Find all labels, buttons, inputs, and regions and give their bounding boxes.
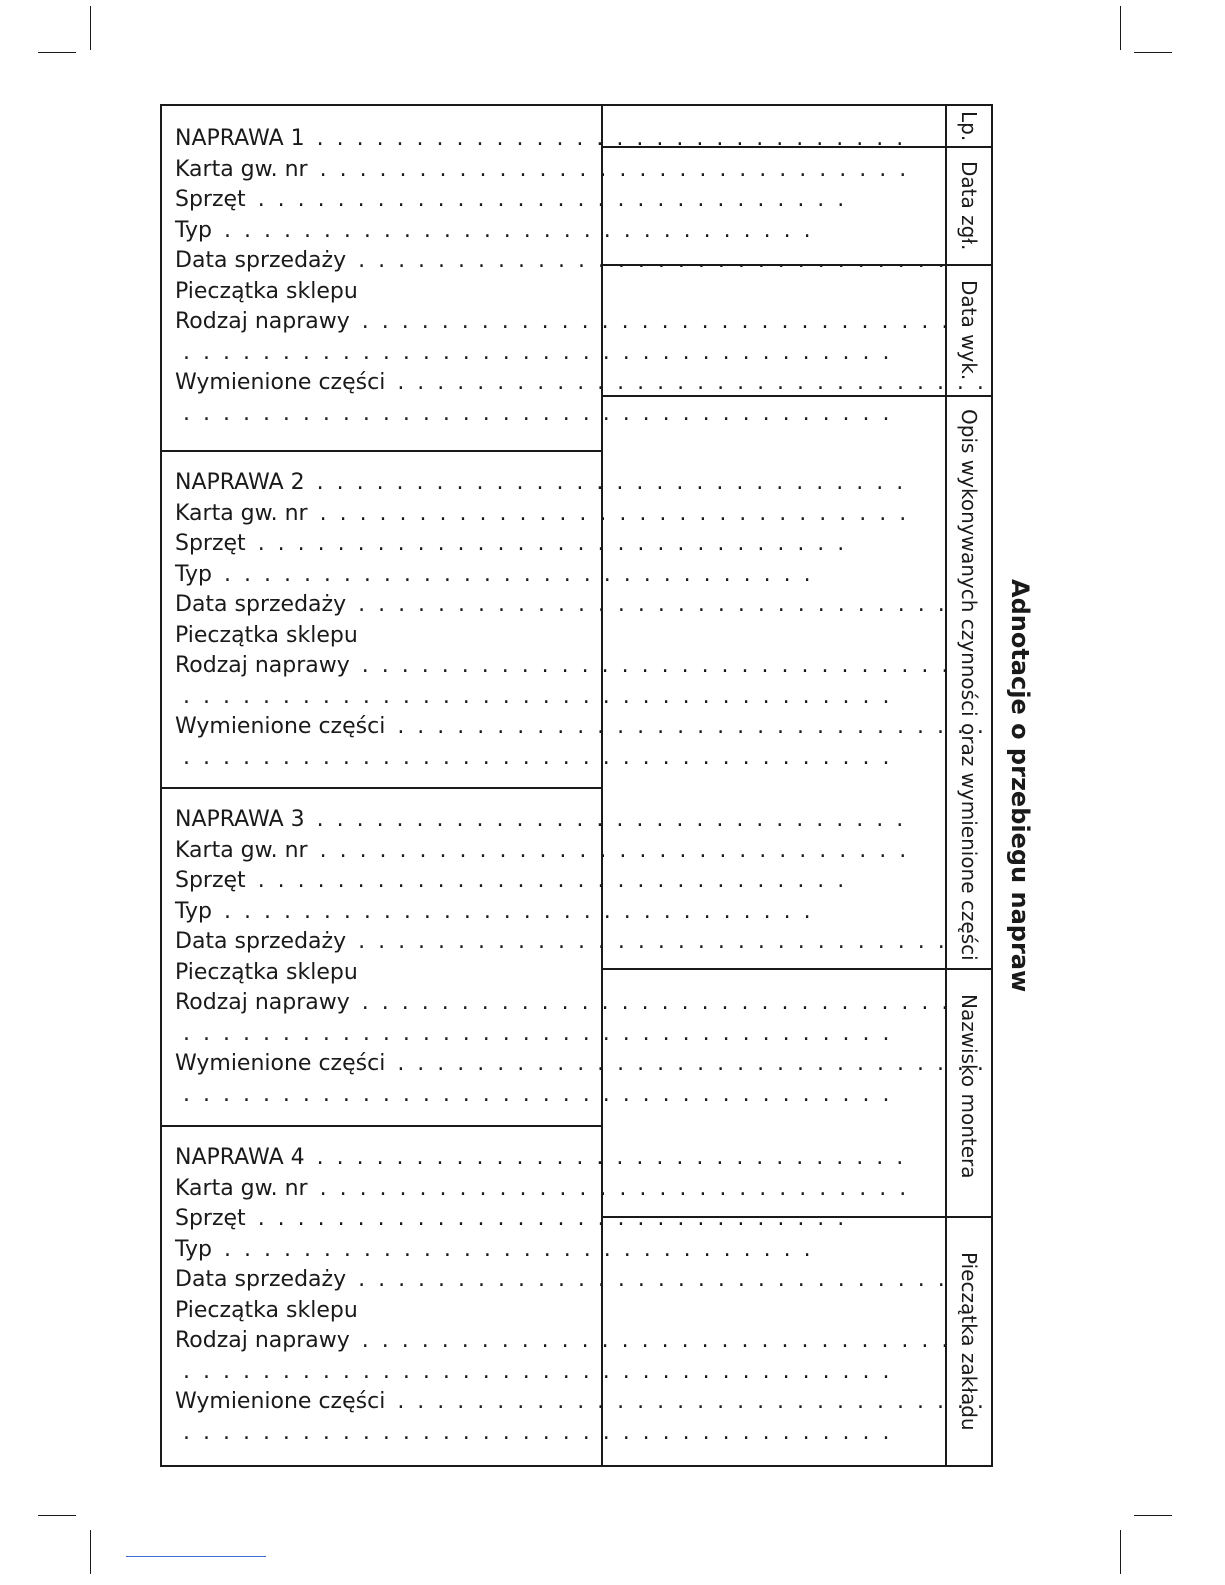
fill-line[interactable]: . . . . . . . . . . . . . . . . . . . . . . . . . . . . . . [319,837,910,863]
fill-line[interactable]: . . . . . . . . . . . . . . . . . . . . . . . . . . . . . . [397,714,987,739]
fill-line[interactable]: . . . . . . . . . . . . . . . . . . . . . . . . . . . . . . [224,217,814,243]
crop-mark [38,52,76,53]
form-row [175,368,987,399]
fill-line[interactable]: . . . . . . . . . . . . . . . . . . . . . . . . . . . . . . . . . . . . [183,1081,893,1107]
form-row [175,836,910,867]
form-row [175,958,602,989]
field-label: Data sprzedaży [175,248,347,273]
fill-line[interactable]: . . . . . . . . . . . . . . . . . . . . . . . . . . . . . . [316,126,907,151]
repair-heading: NAPRAWA 2 [175,470,305,495]
crop-mark [1134,1515,1172,1516]
header-data-zgl-label: Data zgł. [957,161,981,251]
form-row [175,124,907,155]
form-row [175,590,948,621]
field-label: Data sprzedaży [175,1267,347,1292]
fill-line[interactable]: . . . . . . . . . . . . . . . . . . . . . . . . . . . . . . [319,500,910,526]
crop-mark [90,1530,91,1574]
field-label: Sprzęt [175,187,246,212]
bottom-underline [126,1556,266,1557]
repair-heading: NAPRAWA 4 [175,1145,305,1170]
field-label: Rodzaj naprawy [175,1328,350,1353]
fill-line[interactable]: . . . . . . . . . . . . . . . . . . . . . . . . . . . . . . . . . . . . [183,400,893,426]
form-row [175,529,848,560]
field-label: Typ [175,898,212,924]
header-nazwisko-label: Nazwisko montera [957,994,981,1179]
form-row [175,743,893,774]
field-label: Typ [175,217,212,243]
crop-mark [1120,6,1121,50]
fill-line[interactable]: . . . . . . . . . . . . . . . . . . . . . . . . . . . . . . [361,1328,952,1353]
fill-line[interactable]: . . . . . . . . . . . . . . . . . . . . . . . . . . . . . . . . . . . . [183,744,893,770]
fill-line[interactable]: . . . . . . . . . . . . . . . . . . . . . . . . . . . . . . [257,187,848,212]
form-row [175,927,948,958]
form-row [175,1174,910,1205]
field-label: Karta gw. nr [175,837,308,863]
form-row [175,1296,602,1327]
fill-line[interactable]: . . . . . . . . . . . . . . . . . . . . . . . . . . . . . . . . . . . . [183,683,893,709]
fill-line[interactable]: . . . . . . . . . . . . . . . . . . . . . . . . . . . . . . [319,1175,910,1201]
field-label: Wymienione części [175,1389,386,1414]
fill-line[interactable]: . . . . . . . . . . . . . . . . . . . . . . . . . . . . . . [319,156,910,182]
fill-line[interactable]: . . . . . . . . . . . . . . . . . . . . . . . . . . . . . . [257,868,848,893]
fill-line[interactable]: . . . . . . . . . . . . . . . . . . . . . . . . . . . . . . [397,370,987,395]
header-opis-label: Opis wykonywanych czynności oraz wymienione części [957,409,981,961]
repair-heading: NAPRAWA 1 [175,126,305,151]
form-row [175,338,893,369]
crop-mark [1134,52,1172,53]
fill-line[interactable]: . . . . . . . . . . . . . . . . . . . . . . . . . . . . . . . . . . . . [183,1358,893,1384]
field-label: Karta gw. nr [175,156,308,182]
fill-line[interactable]: . . . . . . . . . . . . . . . . . . . . . . . . . . . . . . . . . . . . [183,1020,893,1046]
field-label: Pieczątka sklepu [175,959,358,985]
crop-mark [1120,1530,1121,1574]
field-label: Pieczątka sklepu [175,622,358,648]
fill-line[interactable]: . . . . . . . . . . . . . . . . . . . . . . . . . . . . . . [224,1236,814,1262]
form-row [175,307,952,338]
crop-mark [38,1515,76,1516]
repair-log-table [160,104,993,1467]
form-row [175,1387,987,1418]
field-label: Rodzaj naprawy [175,990,350,1015]
field-label: Karta gw. nr [175,500,308,526]
form-row [175,1143,907,1174]
form-row [175,1357,893,1388]
field-label: Pieczątka sklepu [175,1297,358,1323]
field-label: Pieczątka sklepu [175,278,358,304]
field-label: Typ [175,1236,212,1262]
field-label: Data sprzedaży [175,929,347,954]
fill-line[interactable]: . . . . . . . . . . . . . . . . . . . . . . . . . . . . . . . . . . . . [183,339,893,365]
form-row [175,651,952,682]
header-lp [947,106,991,146]
form-row [175,560,814,591]
fill-line[interactable]: . . . . . . . . . . . . . . . . . . . . . . . . . . . . . . [361,653,952,678]
page-title [1000,104,1040,1467]
fill-line[interactable]: . . . . . . . . . . . . . . . . . . . . . . . . . . . . . . [316,1145,907,1170]
field-label: Data sprzedaży [175,592,347,617]
form-row [175,621,602,652]
form-row [175,1235,814,1266]
field-label: Sprzęt [175,868,246,893]
fill-line[interactable]: . . . . . . . . . . . . . . . . . . . . . . . . . . . . . . [397,1051,987,1076]
form-row [175,712,987,743]
fill-line[interactable]: . . . . . . . . . . . . . . . . . . . . . . . . . . . . . . [224,898,814,924]
field-label: Karta gw. nr [175,1175,308,1201]
repair-heading: NAPRAWA 3 [175,807,305,832]
fill-line[interactable]: . . . . . . . . . . . . . . . . . . . . . . . . . . . . . . [316,470,907,495]
form-row [175,155,910,186]
form-row [175,988,952,1019]
form-row [175,468,907,499]
form-row [175,1418,893,1449]
fill-line[interactable]: . . . . . . . . . . . . . . . . . . . . . . . . . . . . . . [358,1267,948,1292]
form-row [175,185,848,216]
field-label: Rodzaj naprawy [175,653,350,678]
form-row [175,1265,948,1296]
form-row [175,499,910,530]
form-row [175,399,893,430]
fill-line[interactable]: . . . . . . . . . . . . . . . . . . . . . . . . . . . . . . . . . . . . [183,1419,893,1445]
fill-line[interactable]: . . . . . . . . . . . . . . . . . . . . . . . . . . . . . . [397,1389,987,1414]
header-pieczatka-label: Pieczątka zakładu [957,1252,981,1431]
fill-line[interactable]: . . . . . . . . . . . . . . . . . . . . . . . . . . . . . . [358,929,948,954]
fill-line[interactable]: . . . . . . . . . . . . . . . . . . . . . . . . . . . . . . [358,248,948,273]
form-row [175,805,907,836]
form-row [175,1326,952,1357]
form-row [175,866,848,897]
fill-line[interactable]: . . . . . . . . . . . . . . . . . . . . . . . . . . . . . . [316,807,907,832]
fill-line[interactable]: . . . . . . . . . . . . . . . . . . . . . . . . . . . . . . [361,990,952,1015]
field-label: Rodzaj naprawy [175,309,350,334]
header-lp-label: Lp. [957,110,981,142]
field-label: Sprzęt [175,531,246,556]
form-row [175,246,948,277]
form-row [175,216,814,247]
fill-line[interactable]: . . . . . . . . . . . . . . . . . . . . . . . . . . . . . . [358,592,948,617]
header-opis [947,397,991,968]
form-row [175,682,893,713]
field-label: Wymienione części [175,1051,386,1076]
crop-mark [90,6,91,50]
form-row [175,1080,893,1111]
header-data-wyk-label: Data wyk. [957,280,981,381]
field-label: Wymienione części [175,370,386,395]
page-title-text: Adnotacje o przebiegu napraw [1006,578,1034,993]
form-row [175,1049,987,1080]
form-row [175,1019,893,1050]
fill-line[interactable]: . . . . . . . . . . . . . . . . . . . . . . . . . . . . . . [257,531,848,556]
form-row [175,277,602,308]
field-label: Sprzęt [175,1206,246,1231]
form-row [175,897,814,928]
fill-line[interactable]: . . . . . . . . . . . . . . . . . . . . . . . . . . . . . . [224,561,814,587]
fill-line[interactable]: . . . . . . . . . . . . . . . . . . . . . . . . . . . . . . [361,309,952,334]
field-label: Typ [175,561,212,587]
field-label: Wymienione części [175,714,386,739]
form-row [175,1204,848,1235]
fill-line[interactable]: . . . . . . . . . . . . . . . . . . . . . . . . . . . . . . [257,1206,848,1231]
